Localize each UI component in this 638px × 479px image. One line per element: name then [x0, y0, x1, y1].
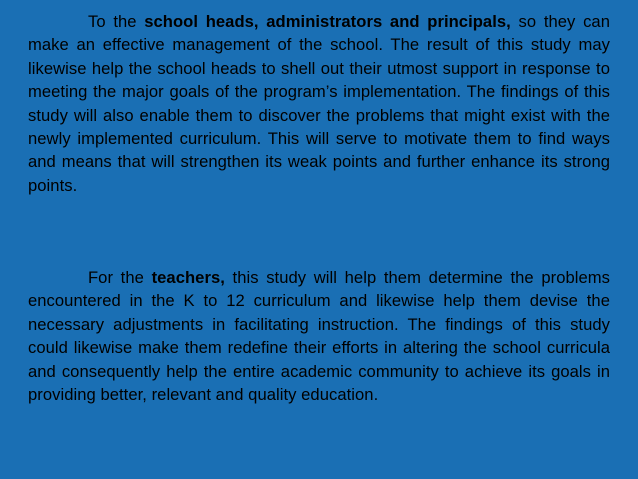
paragraph-teachers — [28, 266, 610, 406]
paragraph-body: this study will help them determine the problems encountered in the K to 12 curriculum and likewise help them devise the necessary adjustments in facilitating instruction. The findings of this study could likewise make them redefine their efforts in altering the school curricula and consequently help the entire academic community to achieve its goals in providing better, relevant and quality education. — [28, 268, 610, 405]
paragraph-emphasis: school heads, administrators and principals, — [144, 12, 511, 31]
paragraph-body: so they can make an effective management of the school. The result of this study may likewise help the school heads to shell out their utmost support in response to meeting the major goals of the program’s implementation. The findings of this study will also enable them to discover the problems that might exist with the newly implemented curriculum. This will serve to motivate them to find ways and means that will strengthen its weak points and further enhance its strong points. — [28, 12, 610, 195]
paragraph-lead: For the — [88, 268, 152, 287]
paragraph-school-heads — [28, 10, 610, 197]
paragraph-lead: To the — [88, 12, 145, 31]
paragraph-emphasis: teachers, — [151, 268, 225, 287]
